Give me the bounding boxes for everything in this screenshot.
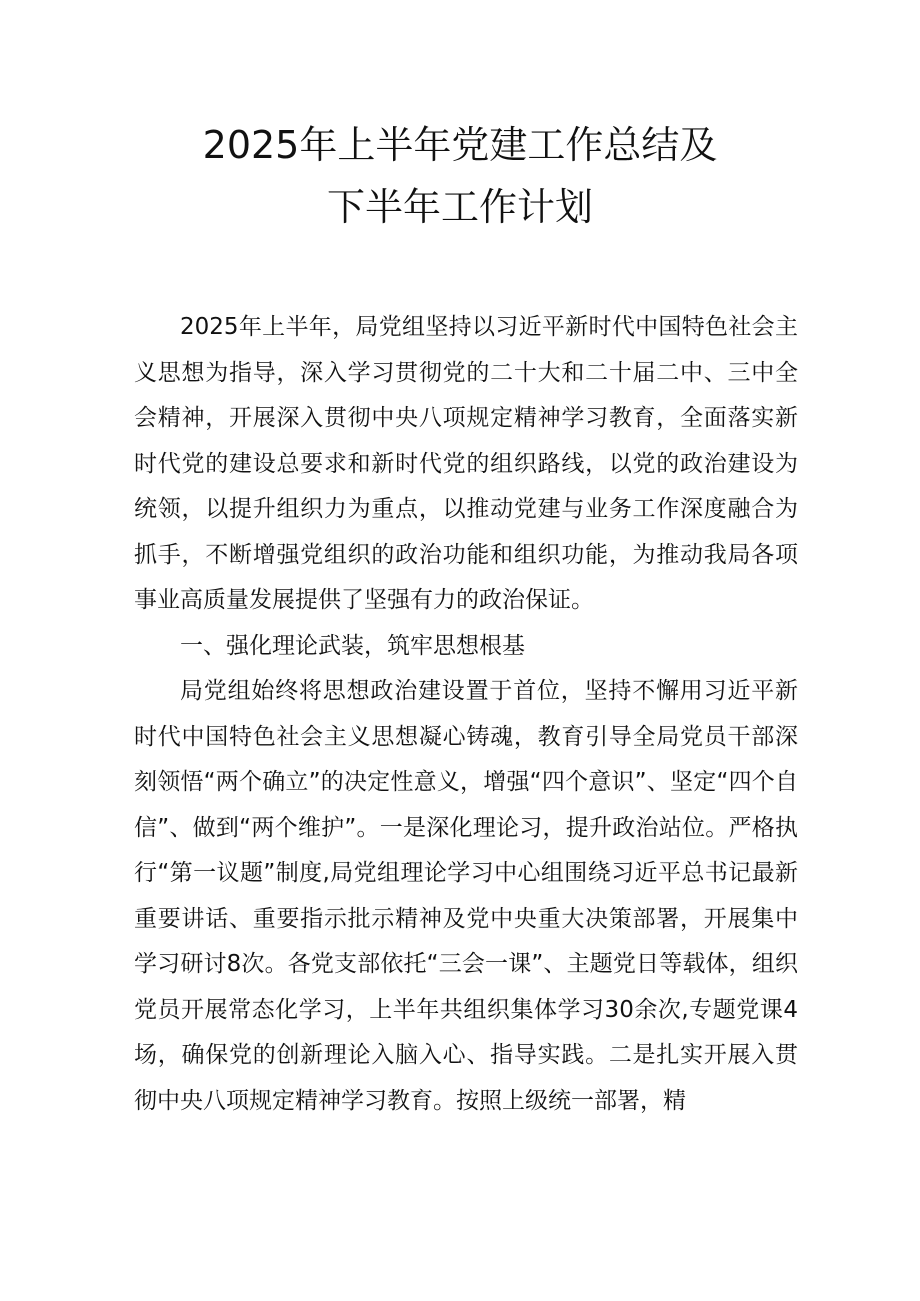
title-line-2: 下半年工作计划: [326, 185, 593, 229]
section-1-paragraph: 局党组始终将思想政治建设置于首位，坚持不懈用习近平新时代中国特色社会主义思想凝心铸魂，教育引导全局党员干部深刻领悟“两个确立”的决定性意义，增强“四个意识”、坚定“四个自信”、做到“两个维护”。一是深化理论习，提升政治站位。严格执行“第一议题”制度,局党组理论学习中心组围绕习近平总书记最新重要讲话、重要指示批示精神及党中央重大决策部署，开展集中学习研讨8次。各党支部依托“三会一课”、主题党日等载体，组织党员开展常态化学习，上半年共组织集体学习30余次,专题党课4场，确保党的创新理论入脑入心、指导实践。二是扎实开展入贯彻中央八项规定精神学习教育。按照上级统一部署，精: [134, 678, 798, 1114]
document-body: [134, 305, 798, 1124]
intro-paragraph: 2025年上半年，局党组坚持以习近平新时代中国特色社会主义思想为指导，深入学习贯彻党的二十大和二十届二中、三中全会精神，开展深入贯彻中央八项规定精神学习教育，全面落实新时代党的建设总要求和新时代党的组织路线，以党的政治建设为统领，以提升组织力为重点，以推动党建与业务工作深度融合为抓手，不断增强党组织的政治功能和组织功能，为推动我局各项事业高质量发展提供了坚强有力的政治保证。: [134, 314, 798, 613]
document-title: [0, 114, 920, 238]
section-heading-1: 一、强化理论武装，筑牢思想根基: [180, 632, 525, 659]
title-line-1: 2025年上半年党建工作总结及: [202, 123, 718, 167]
